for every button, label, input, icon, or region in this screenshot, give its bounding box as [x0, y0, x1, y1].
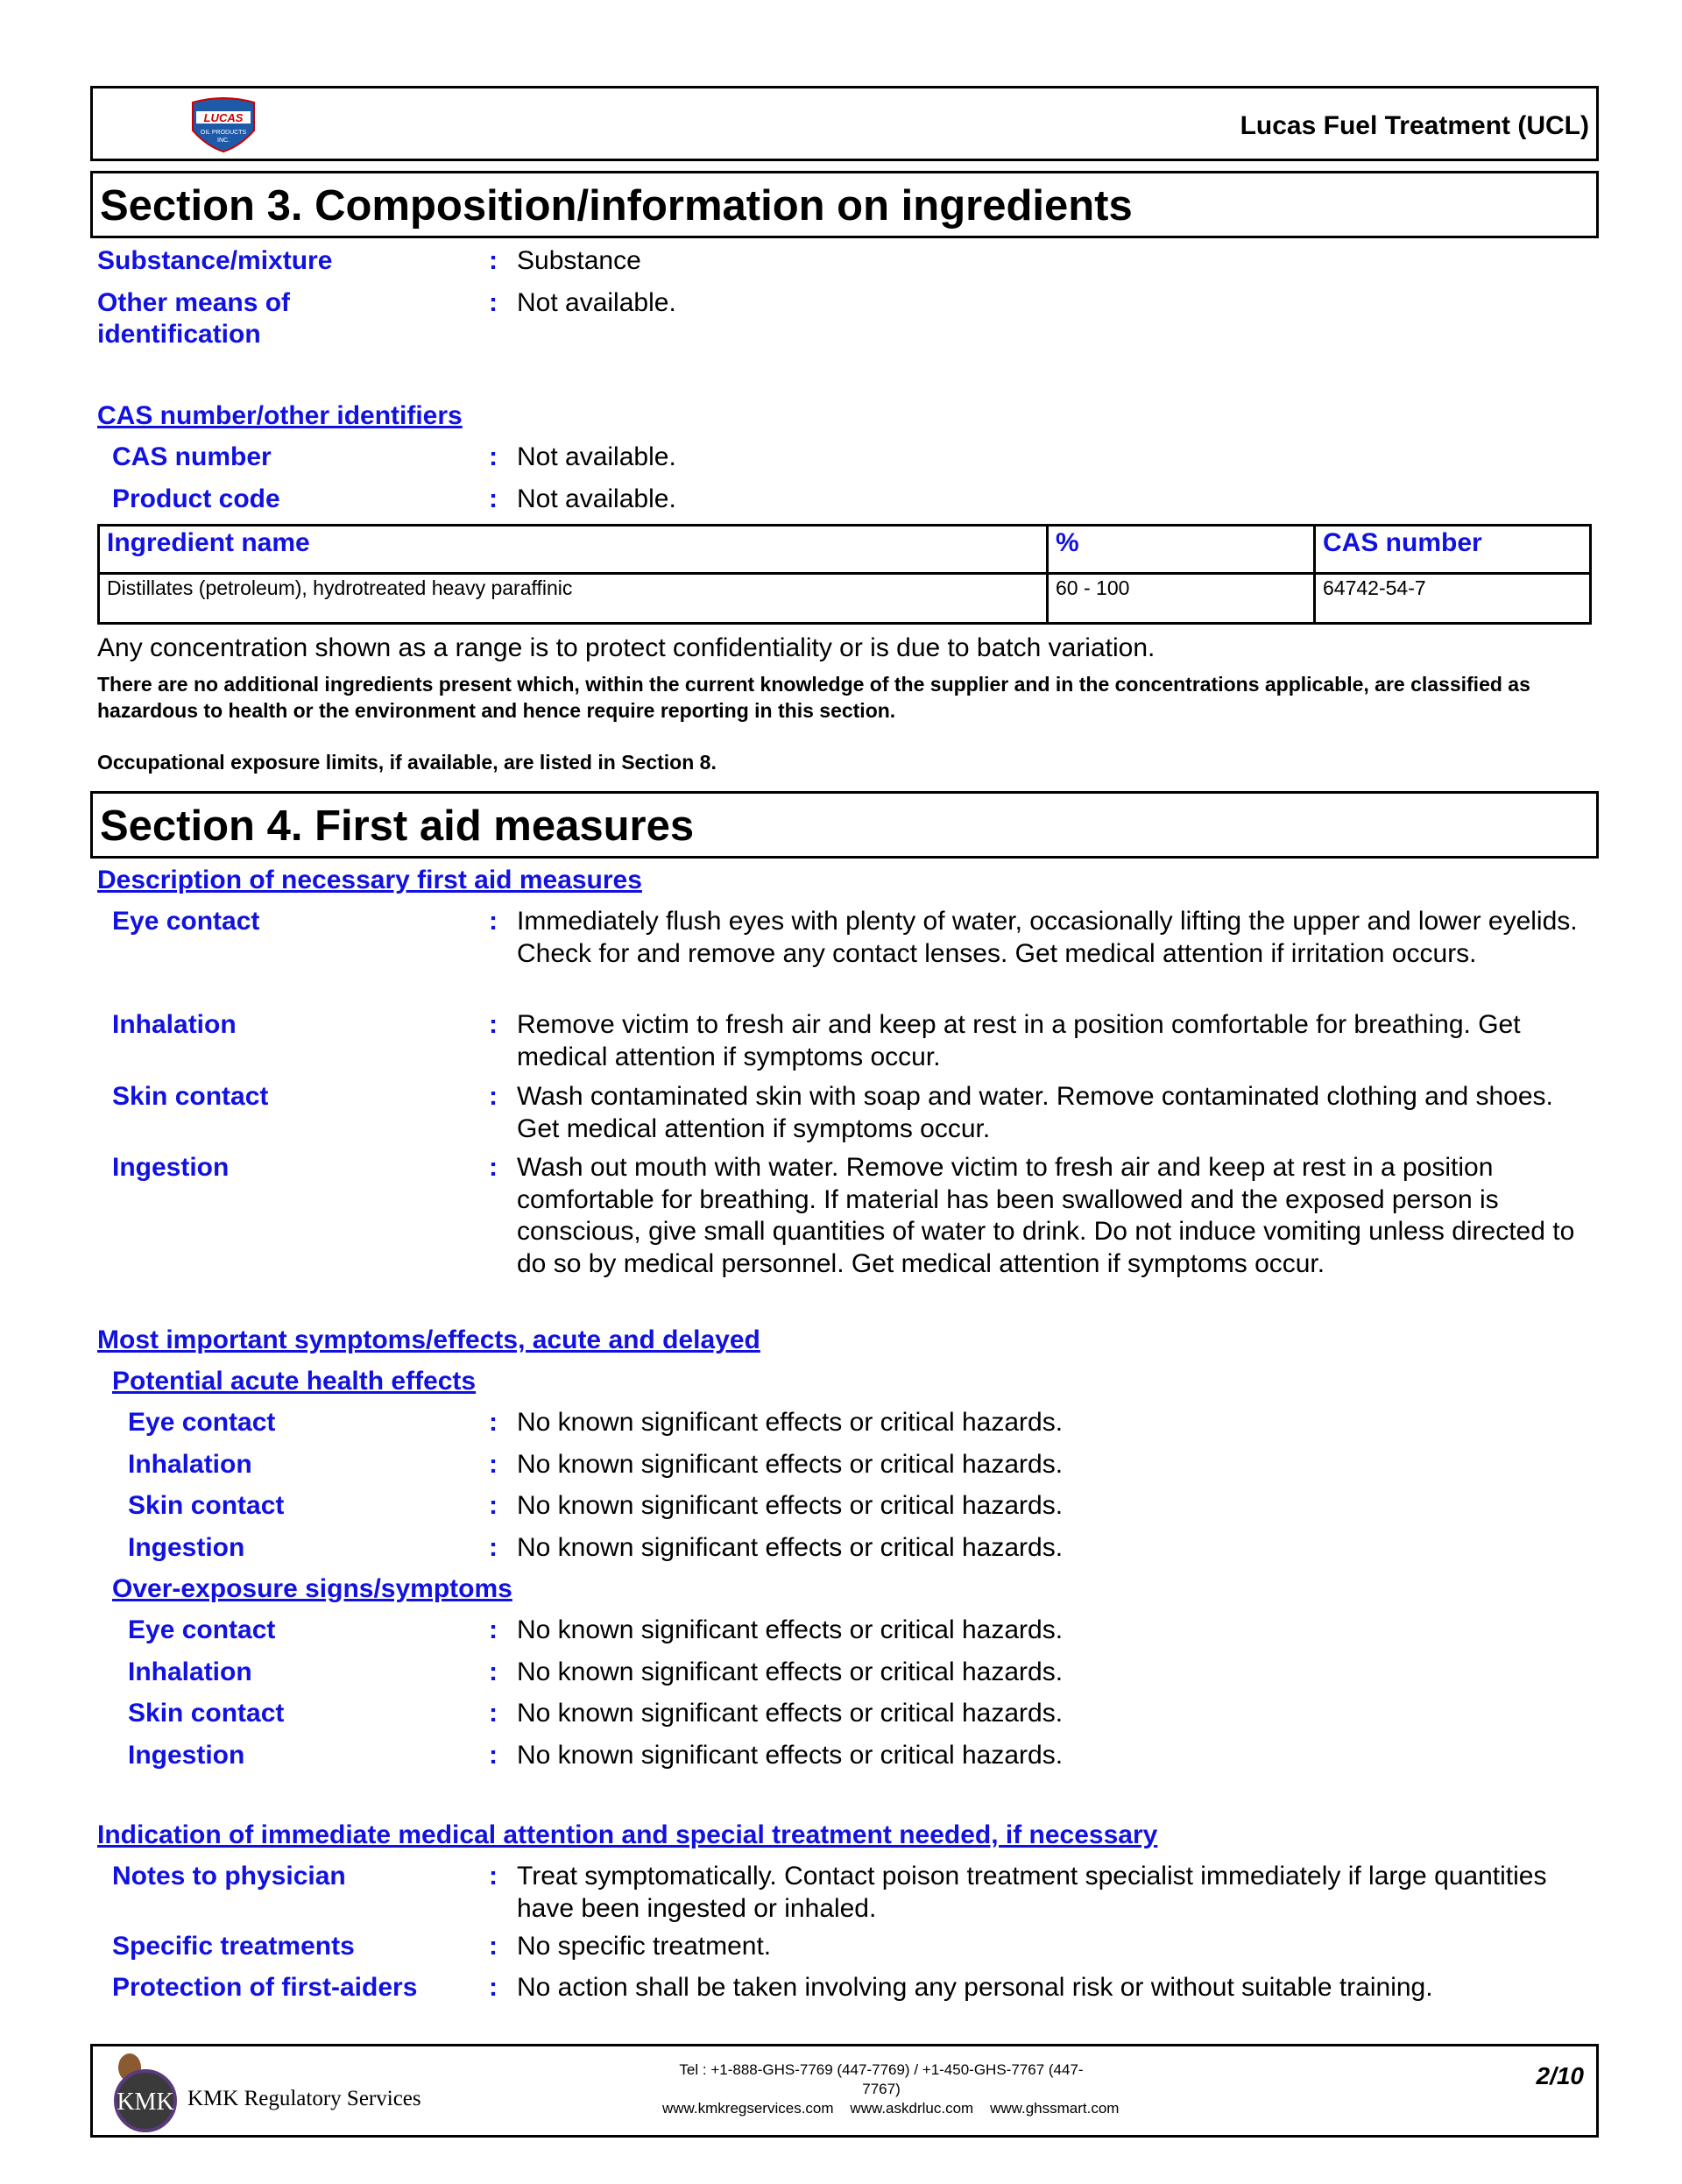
field-value: No known significant effects or critical hazards. — [517, 1657, 1064, 1686]
colon: : — [489, 1657, 498, 1686]
field-label: Eye contact — [128, 1615, 276, 1644]
colon: : — [489, 1153, 498, 1182]
page-footer — [90, 2044, 1599, 2138]
other-means-label: Other means of identification — [97, 288, 291, 349]
footer-contact — [662, 2060, 1120, 2118]
field-value: Treat symptomatically. Contact poison treatment specialist immediately if large quantities have been ingested or inhaled. — [517, 1862, 1547, 1923]
colon: : — [489, 907, 498, 936]
substance-label: Substance/mixture — [97, 246, 333, 275]
field-label: Notes to physician — [112, 1862, 346, 1891]
ingredient-cas: 64742-54-7 — [1315, 574, 1591, 624]
field-value: No known significant effects or critical hazards. — [517, 1491, 1064, 1520]
field-value: Remove victim to fresh air and keep at rest in a position comfortable for breathing. Get medical attention if symptoms occur. — [517, 1010, 1521, 1071]
colon: : — [489, 1973, 498, 2002]
field-label: Protection of first-aiders — [112, 1973, 418, 2002]
colon: : — [489, 1741, 498, 1770]
kmk-logo — [112, 2052, 182, 2134]
column-header: % — [1048, 526, 1315, 574]
colon: : — [489, 1082, 498, 1111]
field-label: Skin contact — [112, 1082, 269, 1111]
product-name: Lucas Fuel Treatment (UCL) — [1240, 111, 1589, 140]
field-value: Immediately flush eyes with plenty of water, occasionally lifting the upper and lower eyelids. Check for and remove any contact lenses. Get medical attention if irritation occurs. — [517, 907, 1578, 968]
medical-attention-heading: Indication of immediate medical attention and special treatment needed, if necessary — [97, 1820, 1158, 1849]
cas-number-value: Not available. — [517, 442, 676, 471]
product-code-label: Product code — [112, 484, 280, 513]
field-value: No specific treatment. — [517, 1932, 772, 1961]
colon: : — [489, 1862, 498, 1891]
svg-text:OIL PRODUCTS: OIL PRODUCTS — [200, 130, 247, 136]
colon: : — [489, 1408, 498, 1437]
field-value: No action shall be taken involving any personal risk or without suitable training. — [517, 1973, 1433, 2002]
field-value: No known significant effects or critical hazards. — [517, 1533, 1064, 1562]
field-label: Ingestion — [128, 1741, 245, 1770]
symptoms-heading: Most important symptoms/effects, acute and delayed — [97, 1325, 760, 1354]
colon: : — [489, 442, 498, 471]
footer-websites: www.kmkregservices.com www.askdrluc.com www.ghssmart.com — [662, 2100, 1120, 2117]
acute-effects-heading: Potential acute health effects — [112, 1367, 477, 1396]
page-header — [90, 86, 1599, 161]
cas-number-label: CAS number — [112, 442, 272, 471]
section-4-header — [90, 791, 1599, 859]
ingredient-percent: 60 - 100 — [1048, 574, 1315, 624]
colon: : — [489, 1491, 498, 1520]
ingredients-table — [97, 524, 1592, 625]
field-label: Ingestion — [112, 1153, 230, 1182]
field-label: Ingestion — [128, 1533, 245, 1562]
colon: : — [489, 484, 498, 513]
field-value: No known significant effects or critical hazards. — [517, 1699, 1064, 1728]
colon: : — [489, 1010, 498, 1039]
section-3-header — [90, 171, 1599, 238]
footer-tel: Tel : +1-888-GHS-7769 (447-7769) / +1-450-GHS-7767 (447-7767) — [679, 2061, 1084, 2097]
column-header: Ingredient name — [99, 526, 1048, 574]
table-row — [99, 574, 1591, 624]
product-code-value: Not available. — [517, 484, 676, 513]
column-header: CAS number — [1315, 526, 1591, 574]
svg-text:INC.: INC. — [217, 138, 230, 144]
colon: : — [489, 1533, 498, 1562]
section-3-title: Section 3. Composition/information on ingredients — [100, 182, 1133, 230]
field-label: Skin contact — [128, 1699, 285, 1728]
additional-ingredients-note: There are no additional ingredients present which, within the current knowledge of the supplier and in the concentrations applicable, are classified as hazardous to health or the environment and hence require reporting in this section. — [97, 673, 1530, 722]
section-4-title: Section 4. First aid measures — [100, 802, 695, 850]
colon: : — [489, 1450, 498, 1479]
substance-value: Substance — [517, 246, 641, 275]
field-value: No known significant effects or critical hazards. — [517, 1741, 1064, 1770]
kmk-company-name: KMK Regulatory Services — [187, 2087, 421, 2110]
colon: : — [489, 1699, 498, 1728]
page-number: 2/10 — [1536, 2062, 1584, 2089]
field-label: Eye contact — [128, 1408, 276, 1437]
ingredient-name: Distillates (petroleum), hydrotreated heavy paraffinic — [99, 574, 1048, 624]
field-label: Eye contact — [112, 907, 260, 936]
field-label: Specific treatments — [112, 1932, 355, 1961]
colon: : — [489, 246, 498, 275]
colon: : — [489, 288, 498, 317]
cas-heading: CAS number/other identifiers — [97, 401, 463, 430]
colon: : — [489, 1932, 498, 1961]
first-aid-heading: Description of necessary first aid measures — [97, 866, 642, 894]
table-header-row — [99, 526, 1591, 574]
field-label: Inhalation — [128, 1657, 252, 1686]
range-note: Any concentration shown as a range is to protect confidentiality or is due to batch variation. — [97, 633, 1155, 662]
field-label: Skin contact — [128, 1491, 285, 1520]
field-label: Inhalation — [112, 1010, 237, 1039]
field-value: Wash out mouth with water. Remove victim to fresh air and keep at rest in a position comfortable for breathing. If material has been swallowed and the exposed person is conscious, give small quantities of water to drink. Do not induce vomiting unless directed to do so by medical personnel. Get medical attention if symptoms occur. — [517, 1153, 1575, 1278]
svg-text:LUCAS: LUCAS — [203, 111, 244, 124]
exposure-limits-note: Occupational exposure limits, if available, are listed in Section 8. — [97, 751, 717, 774]
over-exposure-heading: Over-exposure signs/symptoms — [112, 1574, 512, 1603]
lucas-logo — [187, 95, 259, 153]
field-value: No known significant effects or critical hazards. — [517, 1615, 1064, 1644]
colon: : — [489, 1615, 498, 1644]
other-means-value: Not available. — [517, 288, 676, 317]
field-label: Inhalation — [128, 1450, 252, 1479]
field-value: No known significant effects or critical hazards. — [517, 1408, 1064, 1437]
svg-text:KMK: KMK — [117, 2089, 174, 2116]
field-value: No known significant effects or critical hazards. — [517, 1450, 1064, 1479]
field-value: Wash contaminated skin with soap and water. Remove contaminated clothing and shoes. Get medical attention if symptoms occur. — [517, 1082, 1553, 1143]
